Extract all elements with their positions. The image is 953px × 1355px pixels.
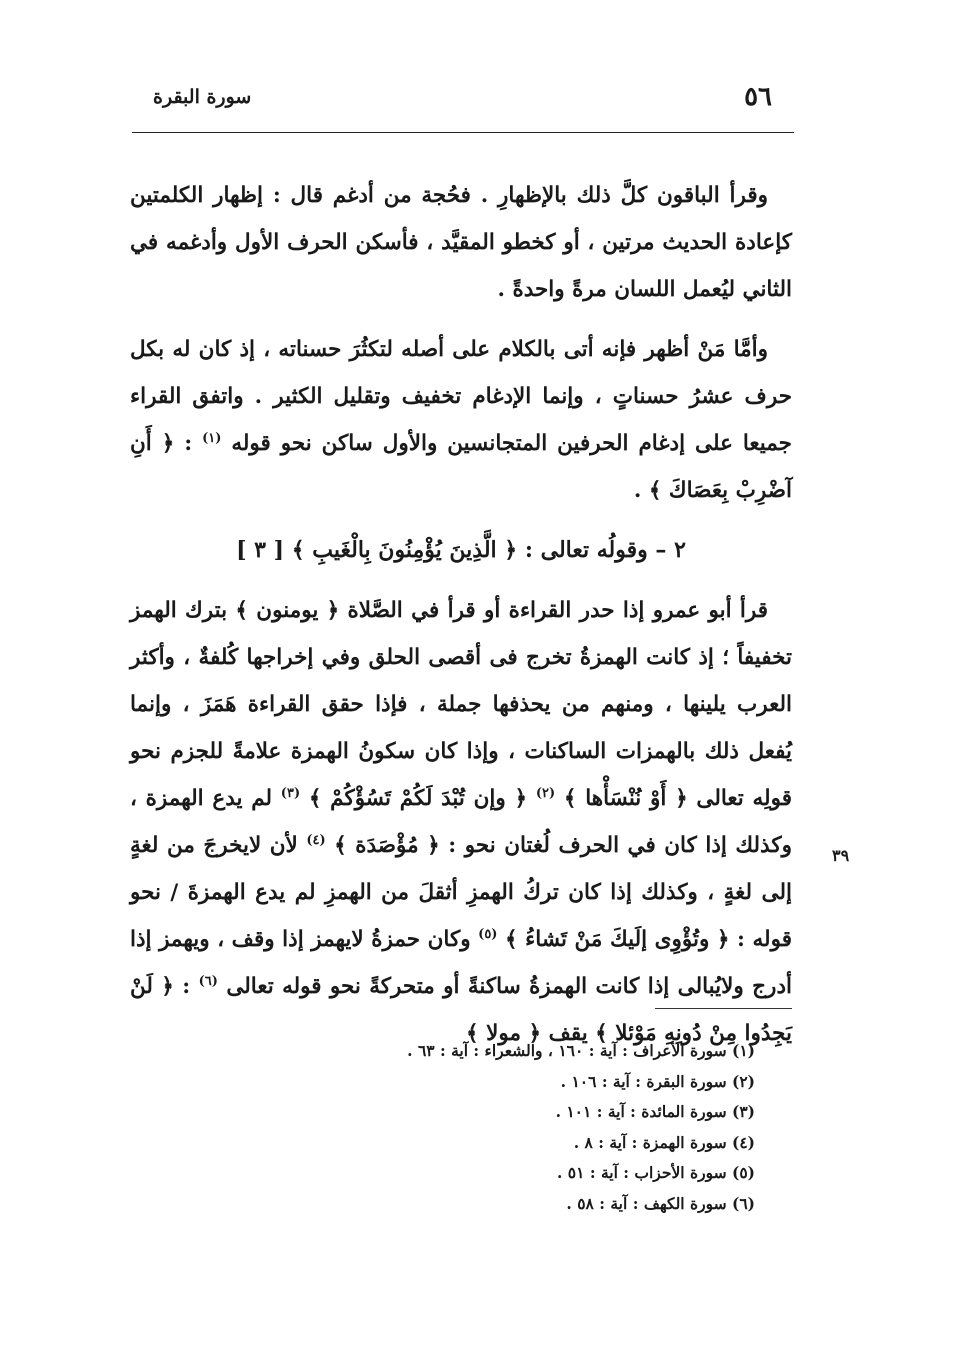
paragraph-1: وقرأ الباقون كلَّ ذلك بالإظهارِ . فحُجة من أدغم قال : إظهار الكلمتين كإعادة الحديث مرتين ، أو كخطو المقيَّد ، فأسكن الحرف الأول وأدغمه في الثاني ليُعمل اللسان مرةً واحدةً . (130, 183, 792, 302)
footnote-ref-3: (٣) (280, 785, 301, 801)
footnote-ref-5: (٥) (478, 926, 498, 942)
section-heading: ٢ – وقولُه تعالى : ﴿ الَّذِينَ يُؤْمِنُونَ بِالْغَيبِ ﴾ [ ٣ ] (236, 537, 686, 563)
footnote-4: (٤) سورة الهمزة : آية : ٨ . (573, 1132, 755, 1152)
paragraph-3-part-f: : ﴿ لَنْ يَجِدُوا مِنْ دُونِهِ مَوْئلا ﴾ يقف ﴿ مولا ﴾ (130, 974, 792, 1046)
main-text (130, 172, 792, 1057)
footnote-3: (٣) سورة المائدة : آية : ١٠١ . (555, 1102, 755, 1121)
paragraph-3-part-d: لأن لايخرجَ من لغةٍ إلى لغةٍ ، وكذلك إذا كان تركُ الهمزِ أثقلَ من الهمزِ لم يدع الهمزةَ / نحو قوله : ﴿ وتُؤْوِى إلَيكَ مَنْ تَشاءُ ﴾ (130, 833, 792, 952)
footnote-ref-4: (٤) (306, 832, 326, 848)
footnote-6: (٦) سورة الكهف : آية : ٥٨ . (566, 1193, 755, 1213)
footnote-5: (٥) سورة الأحزاب : آية : ٥١ . (557, 1163, 755, 1182)
footnote-1: (١) سورة الأعراف : آية : ١٦٠ ، والشعراء : آية : ٦٣ . (407, 1041, 755, 1060)
paragraph-2 (130, 326, 792, 514)
paragraph-3-part-b: ﴿ وإن تُبْدَ لَكُمْ تَسُؤْكُمْ ﴾ (308, 786, 528, 811)
paragraph-3-part-c: لم يدع الهمزة ، وكذلك إذا كان في الحرف لُغتان نحو : ﴿ مُؤْصَدَة ﴾ (130, 786, 792, 858)
footnote-2: (٢) سورة البقرة : آية : ١٠٦ . (560, 1071, 755, 1091)
manuscript-folio-number: ٣٩ (832, 846, 850, 865)
paragraph-2-text: وأمَّا مَنْ أظهر فإنه أتى بالكلام على أصله لتكثُرَ حسناته ، إذ كان له بكل حرف عشرُ حسناتٍ ، وإنما الإدغام تخفيف وتقليل الكثير . واتفق القراء جميعا على إدغام الحرفين المتجانسين والأول ساكن نحو قوله (130, 337, 792, 456)
paragraph-3-part-a: قرأ أبو عمرو إذا حدر القراءة أو قرأ في الصَّلاة ﴿ يومنون ﴾ بترك الهمز تخفيفاً ؛ إذ كانت الهمزةُ تخرج فى أقصى الحلق وفي إخراجها كُلفةٌ ، وأكثر العرب يلينها ، ومنهم من يحذفها جملة ، فإذا حقق القراءة هَمَزَ ، وإنما يُفعل ذلك بالهمزات الساكنات ، وإذا كان سكونُ الهمزة علامةً للجزم نحو قولِه تعالى ﴿ أَوْ نُنْسَأْها ﴾ (130, 598, 792, 811)
footnote-rule (655, 1008, 792, 1009)
paragraph-3 (130, 587, 792, 1057)
running-title: سورة البقرة (153, 86, 252, 108)
footnote-ref-6: (٦) (198, 973, 218, 989)
header-rule (132, 132, 794, 133)
footnote-ref-1: (١) (202, 430, 222, 446)
paragraph-3-part-e: وكان حمزةُ لايهمز إذا وقف ، ويهمز إذا أدرج ولايُبالى إذا كانت الهمزةُ ساكنةً أو متحركةً نحو قوله تعالى (130, 927, 792, 999)
page-header (135, 82, 790, 118)
page-number: ٥٦ (744, 82, 772, 112)
footnote-ref-2: (٢) (535, 785, 556, 801)
footnotes (130, 1036, 755, 1219)
paragraph-2-quote: : ﴿ أَنِ آضْرِبْ بِعَصَاكَ ﴾ . (130, 431, 792, 503)
